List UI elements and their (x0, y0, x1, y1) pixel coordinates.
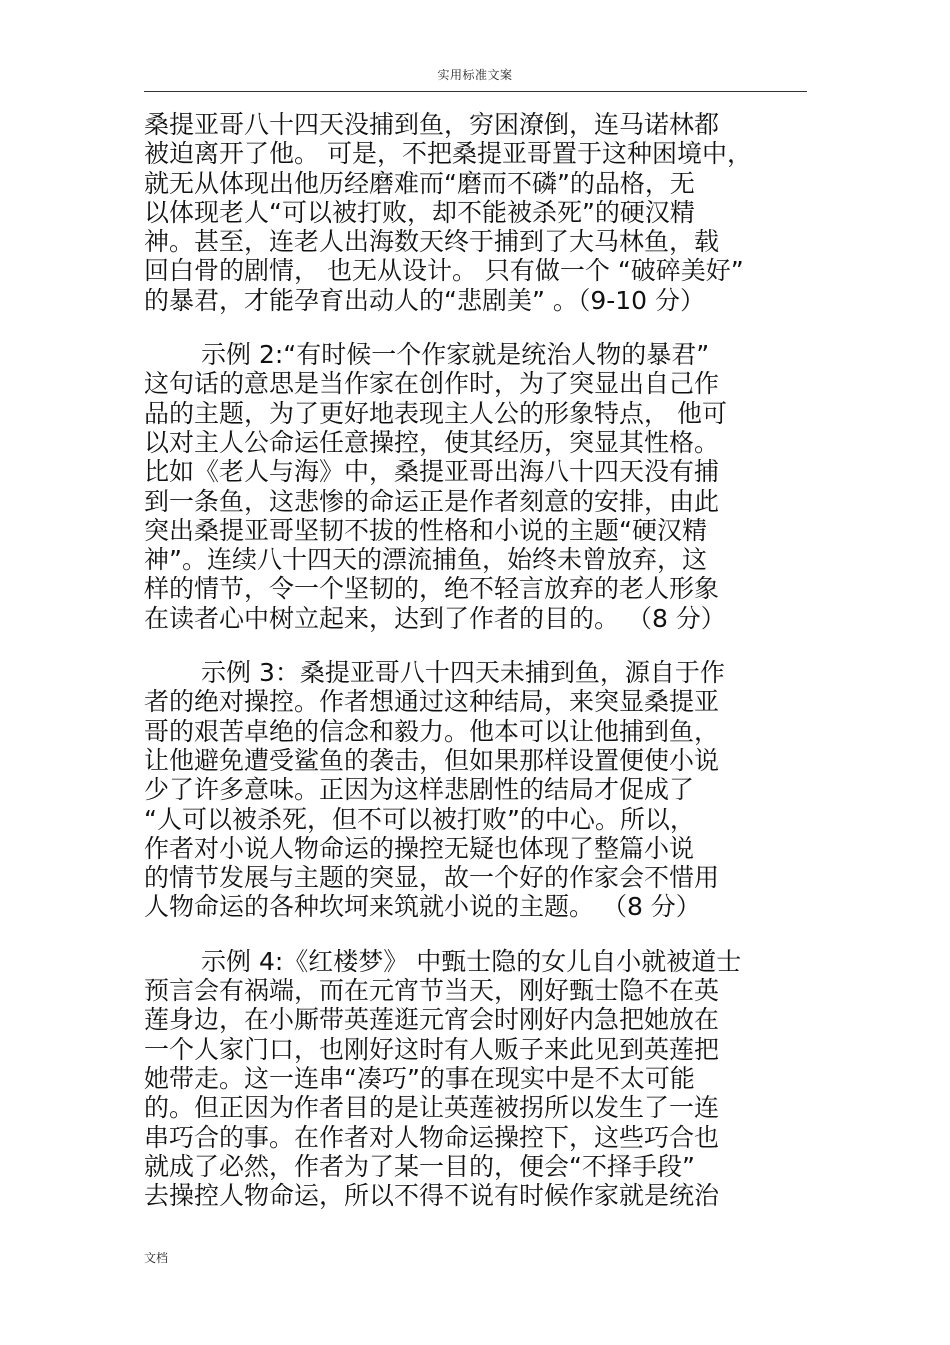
text-line: 样的情节，令一个坚韧的，绝不轻言放弃的老人形象 (144, 574, 720, 604)
paragraph-example-3 (144, 658, 784, 922)
paragraph-example-4 (144, 947, 784, 1211)
page-footer: 文档 (144, 1251, 169, 1265)
paragraph-1 (144, 110, 784, 315)
text-line: 作者对小说人物命运的操控无疑也体现了整篇小说 (144, 833, 695, 863)
text-line: 预言会有祸端，而在元宵节当天，刚好甄士隐不在英 (144, 976, 720, 1006)
text-line: 去操控人物命运，所以不得不说有时候作家就是统治 (144, 1181, 720, 1211)
text-line: 以体现老人“可以被打败，却不能被杀死”的硬汉精 (144, 197, 695, 227)
text-line: 的情节发展与主题的突显，故一个好的作家会不惜用 (144, 863, 720, 893)
document-body (144, 110, 784, 1235)
text-line: 串巧合的事。在作者对人物命运操控下，这些巧合也 (144, 1122, 720, 1152)
text-line: 让他避免遭受鲨鱼的袭击，但如果那样设置便使小说 (144, 745, 720, 775)
text-line: 在读者心中树立起来，达到了作者的目的。 （8 分） (144, 603, 726, 633)
text-line: 哥的艰苦卓绝的信念和毅力。他本可以让他捕到鱼， (144, 716, 720, 746)
text-line: 这句话的意思是当作家在创作时，为了突显出自己作 (144, 369, 720, 399)
text-line: 的暴君，才能孕育出动人的“悲剧美” 。（9-10 分） (144, 285, 706, 315)
page-header: 实用标准文案 (437, 68, 513, 82)
text-line: 神”。连续八十四天的漂流捕鱼，始终未曾放弃，这 (144, 545, 707, 575)
text-line: 示例 3：桑提亚哥八十四天未捕到鱼，源自于作 (201, 658, 725, 688)
paragraph-example-2 (144, 340, 784, 633)
text-line: 被迫离开了他。 可是，不把桑提亚哥置于这种困境中， (144, 139, 752, 169)
text-line: 就成了必然，作者为了某一目的，便会“不择手段” (144, 1151, 695, 1181)
text-line: 示例 4:《红楼梦》 中甄士隐的女儿自小就被道士 (201, 946, 742, 976)
text-line: 的。但正因为作者目的是让英莲被拐所以发生了一连 (144, 1093, 720, 1123)
text-line: 以对主人公命运任意操控，使其经历，突显其性格。 (144, 427, 720, 457)
text-line: 她带走。这一连串“凑巧”的事在现实中是不太可能 (144, 1063, 695, 1093)
text-line: 回白骨的剧情， 也无从设计。 只有做一个 “破碎美好” (144, 256, 744, 286)
text-line: “人可以被杀死，但不可以被打败”的中心。所以， (144, 804, 695, 834)
text-line: 一个人家门口，也刚好这时有人贩子来此见到英莲把 (144, 1034, 720, 1064)
text-line: 比如《老人与海》中，桑提亚哥出海八十四天没有捕 (144, 457, 720, 487)
text-line: 到一条鱼，这悲惨的命运正是作者刻意的安排，由此 (144, 486, 720, 516)
text-line: 品的主题，为了更好地表现主人公的形象特点， 他可 (144, 398, 727, 428)
text-line: 人物命运的各种坎坷来筑就小说的主题。 （8 分） (144, 892, 701, 922)
text-line: 桑提亚哥八十四天没捕到鱼，穷困潦倒，连马诺林都 (144, 110, 720, 139)
text-line: 就无从体现出他历经磨难而“磨而不磷”的品格，无 (144, 168, 695, 198)
text-line: 突出桑提亚哥坚韧不拔的性格和小说的主题“硬汉精 (144, 515, 707, 545)
header-divider (144, 91, 807, 92)
text-line: 莲身边，在小厮带英莲逛元宵会时刚好内急把她放在 (144, 1005, 720, 1035)
text-line: 者的绝对操控。作者想通过这种结局，来突显桑提亚 (144, 687, 720, 717)
text-line: 少了许多意味。正因为这样悲剧性的结局才促成了 (144, 775, 695, 805)
text-line: 示例 2:“有时候一个作家就是统治人物的暴君” (201, 340, 710, 370)
text-line: 神。甚至，连老人出海数天终于捕到了大马林鱼，载 (144, 227, 720, 257)
